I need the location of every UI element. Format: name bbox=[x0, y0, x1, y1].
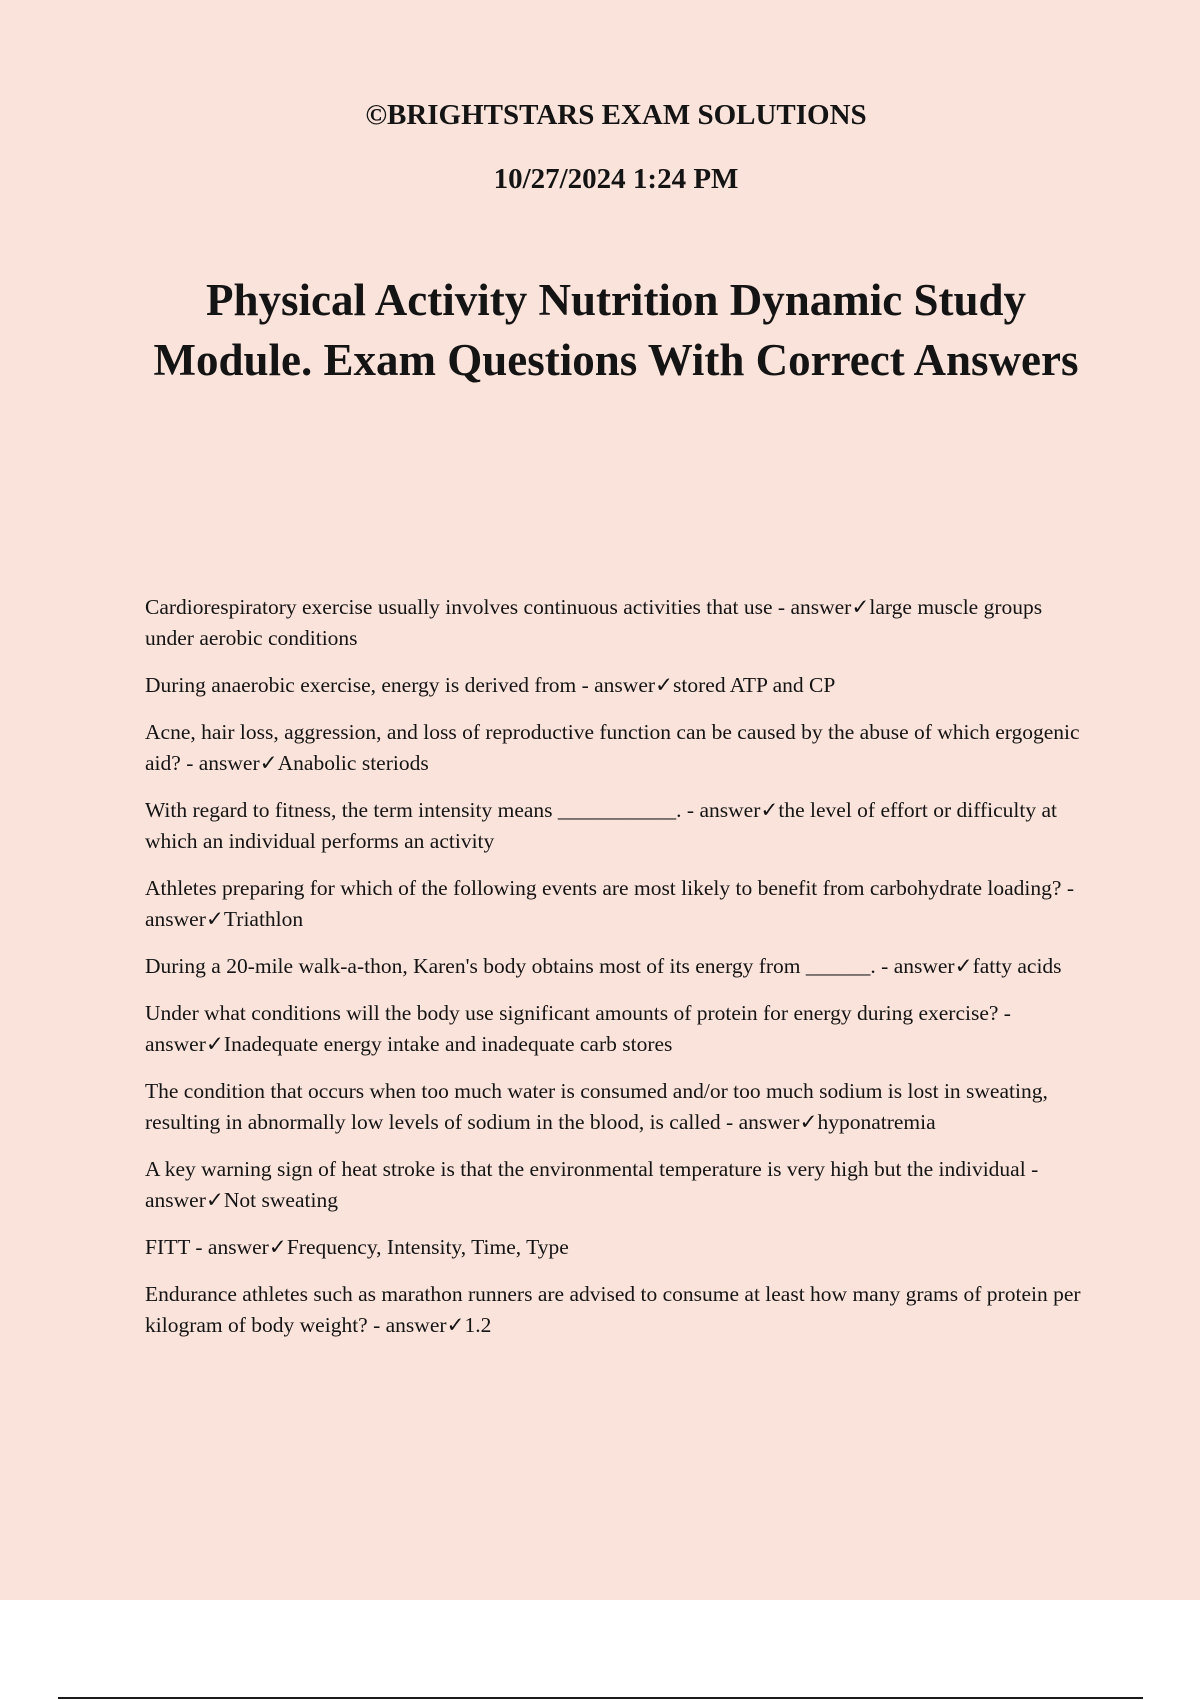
qa-item bbox=[145, 1279, 1095, 1341]
answer-separator: - bbox=[720, 1110, 739, 1134]
qa-item bbox=[145, 1076, 1095, 1138]
qa-item bbox=[145, 717, 1095, 779]
answer-label: answer✓ bbox=[207, 1235, 287, 1259]
qa-item bbox=[145, 951, 1095, 982]
footer-divider bbox=[58, 1697, 1143, 1699]
answer-separator: - bbox=[998, 1001, 1011, 1025]
answer-text: Anabolic steriods bbox=[277, 751, 429, 775]
answer-label: answer✓ bbox=[790, 595, 870, 619]
brand-header: ©BRIGHTSTARS EXAM SOLUTIONS bbox=[365, 99, 867, 131]
question-text: Under what conditions will the body use significant amounts of protein for energy during exercise? bbox=[145, 1001, 999, 1025]
answer-text: Not sweating bbox=[223, 1188, 338, 1212]
answer-separator: - bbox=[190, 1235, 208, 1259]
question-text: Endurance athletes such as marathon runners are advised to consume at least how many grams of protein per kilogram of body weight? bbox=[145, 1282, 1081, 1337]
qa-item bbox=[145, 998, 1095, 1060]
answer-separator: - bbox=[1061, 876, 1074, 900]
answer-text: Triathlon bbox=[223, 907, 304, 931]
answer-separator: - bbox=[681, 798, 700, 822]
answer-label: answer✓ bbox=[145, 1188, 224, 1212]
answer-label: answer✓ bbox=[198, 751, 278, 775]
answer-separator: - bbox=[1025, 1157, 1039, 1181]
answer-label: answer✓ bbox=[145, 1032, 224, 1056]
qa-item bbox=[145, 1232, 1095, 1263]
question-text: Athletes preparing for which of the following events are most likely to benefit from carbohydrate loading? bbox=[145, 876, 1062, 900]
answer-separator: - bbox=[875, 954, 894, 978]
question-text: A key warning sign of heat stroke is that the environmental temperature is very high but the individual bbox=[145, 1157, 1026, 1181]
qa-item bbox=[145, 1154, 1095, 1216]
question-text: During anaerobic exercise, energy is derived from bbox=[145, 673, 577, 697]
qa-item bbox=[145, 873, 1095, 935]
answer-separator: - bbox=[180, 751, 199, 775]
answer-text: fatty acids bbox=[972, 954, 1062, 978]
answer-separator: - bbox=[367, 1313, 386, 1337]
document-title: Physical Activity Nutrition Dynamic Study Module. Exam Questions With Correct Answers bbox=[153, 275, 1079, 385]
answer-label: answer✓ bbox=[893, 954, 973, 978]
answer-text: large muscle groups under aerobic conditions bbox=[145, 595, 1043, 650]
question-text: The condition that occurs when too much water is consumed and/or too much sodium is lost in sweating, resulting in abnormally low levels of sodium in the blood, is called bbox=[145, 1079, 1048, 1134]
answer-text: Frequency, Intensity, Time, Type bbox=[286, 1235, 569, 1259]
question-text: Acne, hair loss, aggression, and loss of reproductive function can be caused by the abuse of which ergogenic aid? bbox=[145, 720, 1080, 775]
answer-label: answer✓ bbox=[385, 1313, 465, 1337]
answer-text: Inadequate energy intake and inadequate carb stores bbox=[223, 1032, 673, 1056]
answer-label: answer✓ bbox=[738, 1110, 818, 1134]
question-text: With regard to fitness, the term intensity means ___________. bbox=[145, 798, 682, 822]
answer-text: the level of effort or difficulty at which an individual performs an activity bbox=[145, 798, 1057, 853]
qa-list bbox=[145, 592, 1095, 1357]
answer-separator: - bbox=[576, 673, 595, 697]
question-text: Cardiorespiratory exercise usually involves continuous activities that use bbox=[145, 595, 773, 619]
timestamp: 10/27/2024 1:24 PM bbox=[493, 163, 739, 195]
answer-label: answer✓ bbox=[145, 907, 224, 931]
qa-item bbox=[145, 670, 1095, 701]
answer-label: answer✓ bbox=[699, 798, 779, 822]
answer-label: answer✓ bbox=[594, 673, 674, 697]
question-text: During a 20-mile walk-a-thon, Karen's body obtains most of its energy from ______. bbox=[145, 954, 876, 978]
answer-text: stored ATP and CP bbox=[673, 673, 836, 697]
answer-separator: - bbox=[772, 595, 791, 619]
qa-item bbox=[145, 795, 1095, 857]
answer-text: hyponatremia bbox=[817, 1110, 936, 1134]
question-text: FITT bbox=[145, 1235, 190, 1259]
answer-text: 1.2 bbox=[464, 1313, 492, 1337]
qa-item bbox=[145, 592, 1095, 654]
